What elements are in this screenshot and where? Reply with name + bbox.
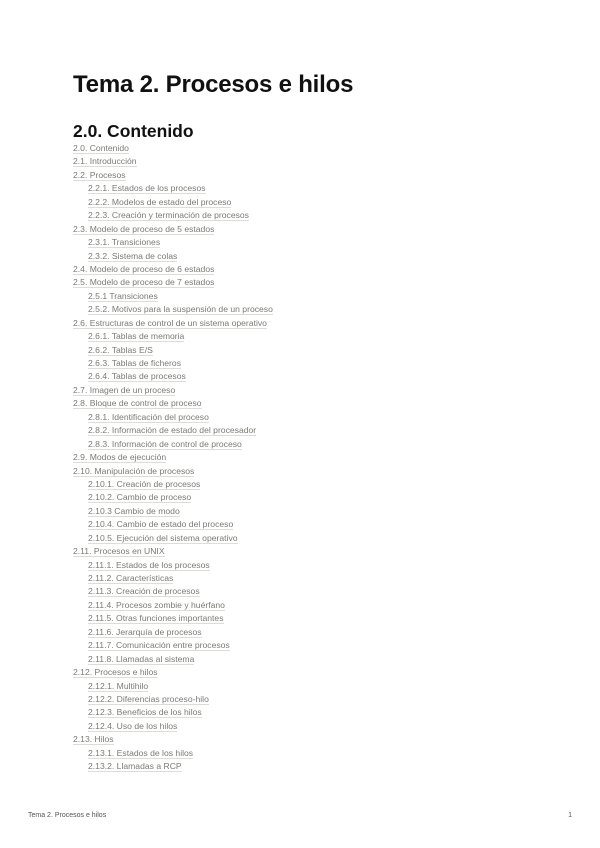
toc-item (73, 357, 273, 370)
toc-link[interactable]: 2.10. Manipulación de procesos (73, 465, 195, 476)
toc-link[interactable]: 2.2.2. Modelos de estado del proceso (88, 196, 232, 207)
toc-item (73, 545, 273, 558)
toc-item (73, 505, 273, 518)
toc-item (73, 155, 273, 168)
toc-link[interactable]: 2.13. Hilos (73, 734, 114, 745)
toc-link[interactable]: 2.11.3. Creación de procesos (88, 586, 200, 597)
toc-link[interactable]: 2.5.1 Transiciones (88, 290, 158, 301)
toc-item (73, 276, 273, 289)
toc-item (73, 518, 273, 531)
toc-item (73, 760, 273, 773)
toc-item (73, 612, 273, 625)
toc-link[interactable]: 2.6. Estructuras de control de un sistema operativo (73, 317, 267, 328)
toc-item (73, 451, 273, 464)
toc-link[interactable]: 2.3.2. Sistema de colas (88, 250, 178, 261)
toc-item (73, 411, 273, 424)
toc-item (73, 370, 273, 383)
toc-link[interactable]: 2.8.1. Identificación del proceso (88, 411, 209, 422)
toc-link[interactable]: 2.6.1. Tablas de memoria (88, 331, 185, 342)
toc-link[interactable]: 2.8.2. Información de estado del procesador (88, 425, 257, 436)
toc-item (73, 599, 273, 612)
footer-doc-title: Tema 2. Procesos e hilos (28, 812, 107, 819)
toc-link[interactable]: 2.2.3. Creación y terminación de procesos (88, 210, 249, 221)
toc-link[interactable]: 2.11.7. Comunicación entre procesos (88, 640, 230, 651)
toc-link[interactable]: 2.12. Procesos e hilos (73, 667, 158, 678)
toc-link[interactable]: 2.11.4. Procesos zombie y huérfano (88, 599, 225, 610)
toc-item (73, 465, 273, 478)
toc-item (73, 303, 273, 316)
toc-item (73, 424, 273, 437)
toc-link[interactable]: 2.10.3 Cambio de modo (88, 505, 180, 516)
toc-link[interactable]: 2.4. Modelo de proceso de 6 estados (73, 263, 215, 274)
toc-item (73, 169, 273, 182)
toc-item (73, 317, 273, 330)
toc-link[interactable]: 2.3. Modelo de proceso de 5 estados (73, 223, 215, 234)
toc-link[interactable]: 2.0. Contenido (73, 143, 129, 153)
toc-item (73, 720, 273, 733)
toc-link[interactable]: 2.11.2. Características (88, 573, 174, 583)
toc-link[interactable]: 2.11.8. Llamadas al sistema (88, 653, 195, 664)
toc-item (73, 236, 273, 249)
toc-link[interactable]: 2.2.1. Estados de los procesos (88, 183, 206, 194)
toc-item (73, 639, 273, 652)
toc-item (73, 733, 273, 746)
toc-item (73, 438, 273, 451)
toc-item (73, 344, 273, 357)
toc-link[interactable]: 2.2. Procesos (73, 169, 126, 180)
toc-item (73, 706, 273, 719)
toc-link[interactable]: 2.5.2. Motivos para la suspensión de un proceso (88, 304, 273, 315)
toc-link[interactable]: 2.6.3. Tablas de ficheros (88, 358, 181, 368)
toc-item (73, 747, 273, 760)
toc-link[interactable]: 2.11.5. Otras funciones importantes (88, 613, 224, 624)
toc-link[interactable]: 2.10.2. Cambio de proceso (88, 492, 192, 503)
toc-link[interactable]: 2.11. Procesos en UNIX (73, 546, 165, 557)
toc-item (73, 250, 273, 263)
toc-item (73, 196, 273, 209)
toc-item (73, 626, 273, 639)
toc-item (73, 693, 273, 706)
toc-link[interactable]: 2.8. Bloque de control de proceso (73, 398, 202, 409)
toc-item (73, 182, 273, 195)
toc-link[interactable]: 2.12.1. Multihilo (88, 680, 149, 691)
toc-link[interactable]: 2.9. Modos de ejecución (73, 452, 167, 463)
toc-link[interactable]: 2.6.2. Tablas E/S (88, 344, 153, 355)
toc-link[interactable]: 2.12.3. Beneficios de los hilos (88, 707, 202, 718)
toc-item (73, 532, 273, 545)
toc-item (73, 209, 273, 222)
toc-link[interactable]: 2.10.5. Ejecución del sistema operativo (88, 532, 238, 543)
toc-item (73, 559, 273, 572)
page-title: Tema 2. Procesos e hilos (73, 71, 354, 98)
toc-item (73, 397, 273, 410)
toc-item (73, 491, 273, 504)
toc-link[interactable]: 2.1. Introducción (73, 156, 137, 167)
toc-link[interactable]: 2.12.2. Diferencias proceso-hilo (88, 693, 209, 704)
toc-link[interactable]: 2.7. Imagen de un proceso (73, 384, 176, 395)
toc-link[interactable]: 2.13.2. Llamadas a RCP (88, 761, 182, 772)
toc-link[interactable]: 2.6.4. Tablas de procesos (88, 371, 186, 382)
toc-link[interactable]: 2.10.4. Cambio de estado del proceso (88, 519, 234, 530)
toc-item (73, 572, 273, 585)
toc-item (73, 478, 273, 491)
toc-item (73, 680, 273, 693)
toc-item (73, 290, 273, 303)
toc-item (73, 330, 273, 343)
toc-item (73, 384, 273, 397)
toc-link[interactable]: 2.5. Modelo de proceso de 7 estados (73, 277, 215, 288)
toc-link[interactable]: 2.13.1. Estados de los hilos (88, 747, 194, 758)
toc-link[interactable]: 2.10.1. Creación de procesos (88, 478, 201, 489)
table-of-contents (73, 142, 273, 774)
toc-item (73, 223, 273, 236)
toc-link[interactable]: 2.11.1. Estados de los procesos (88, 559, 210, 570)
toc-link[interactable]: 2.3.1. Transiciones (88, 237, 161, 248)
toc-item (73, 142, 273, 155)
toc-link[interactable]: 2.8.3. Información de control de proceso (88, 438, 242, 449)
section-title: 2.0. Contenido (73, 121, 194, 141)
toc-item (73, 263, 273, 276)
toc-item (73, 585, 273, 598)
toc-link[interactable]: 2.11.6. Jerarquía de procesos (88, 626, 202, 637)
toc-item (73, 666, 273, 679)
footer-page-number: 1 (568, 812, 572, 819)
toc-item (73, 653, 273, 666)
toc-link[interactable]: 2.12.4. Uso de los hilos (88, 720, 178, 731)
